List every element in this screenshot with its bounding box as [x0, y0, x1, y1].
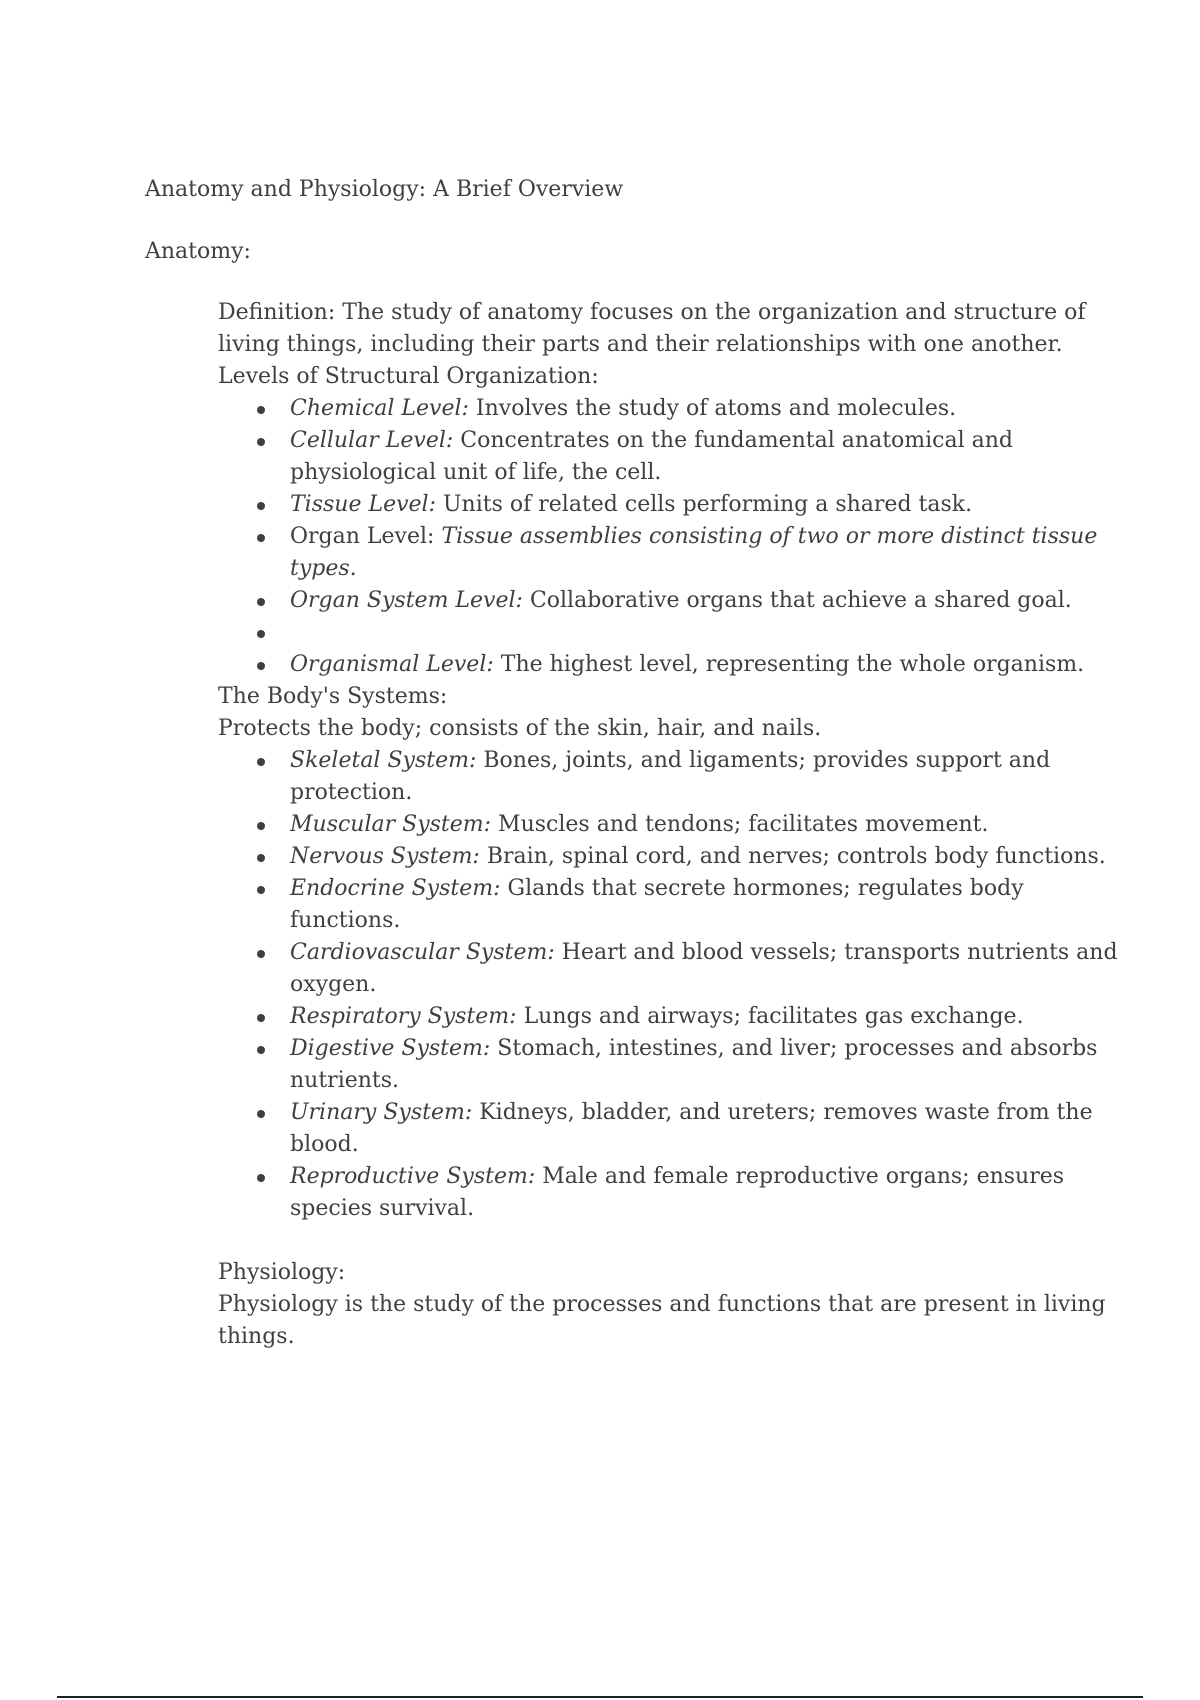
item-desc: Kidneys, bladder, and ureters; removes waste from the blood. — [290, 1100, 1093, 1157]
document-title: Anatomy and Physiology: A Brief Overview — [145, 177, 624, 202]
item-term: Respiratory System: — [290, 1004, 517, 1029]
item-desc: Involves the study of atoms and molecules. — [468, 396, 957, 421]
item-term: Cardiovascular System: — [290, 940, 555, 965]
bullet-icon — [257, 534, 265, 542]
item-desc: Glands that secrete hormones; regulates body functions. — [290, 876, 1024, 933]
item-desc: Bones, joints, and ligaments; provides support and protection. — [290, 748, 1051, 805]
item-term: Endocrine System: — [290, 876, 501, 901]
systems-intro: Protects the body; consists of the skin, hair, and nails. — [218, 716, 822, 741]
bullet-icon — [257, 758, 265, 766]
item-term: Organ System Level: — [290, 588, 523, 613]
bullet-icon — [257, 822, 265, 830]
list-item-tissue-level — [290, 489, 1118, 521]
item-term: Chemical Level: — [290, 396, 469, 421]
bullet-icon — [257, 950, 265, 958]
bullet-icon — [257, 502, 265, 510]
bullet-icon — [257, 438, 265, 446]
item-term: Tissue Level: — [290, 492, 436, 517]
paragraph-spacer — [218, 1225, 1118, 1257]
list-item-digestive-system — [290, 1033, 1118, 1097]
physiology-text: Physiology is the study of the processes and functions that are present in living things. — [218, 1292, 1106, 1349]
page-bottom-divider — [57, 1696, 1143, 1698]
bullet-icon — [257, 1046, 265, 1054]
item-term: Cellular Level: — [290, 428, 454, 453]
bullet-icon — [257, 630, 265, 638]
anatomy-heading: Anatomy: — [145, 239, 251, 264]
list-item-cardiovascular-system — [290, 937, 1118, 1001]
bullet-icon — [257, 598, 265, 606]
item-term: Reproductive System: — [290, 1164, 536, 1189]
bullet-icon — [257, 854, 265, 862]
item-desc: Heart and blood vessels; transports nutrients and oxygen. — [290, 940, 1118, 997]
item-desc: Stomach, intestines, and liver; processes and absorbs nutrients. — [290, 1036, 1098, 1093]
anatomy-definition: Definition: The study of anatomy focuses on the organization and structure of living things, including their parts and their relationships with one another. — [218, 300, 1086, 357]
item-term: Digestive System: — [290, 1036, 491, 1061]
item-term: Muscular System: — [290, 812, 492, 837]
item-desc: Units of related cells performing a shared task. — [436, 492, 973, 517]
list-item-empty — [290, 617, 1118, 649]
item-term: Urinary System: — [290, 1100, 473, 1125]
item-term: Organismal Level: — [290, 652, 494, 677]
systems-list — [218, 745, 1118, 1225]
item-desc: Brain, spinal cord, and nerves; controls body functions. — [479, 844, 1106, 869]
list-item-urinary-system — [290, 1097, 1118, 1161]
document-body — [218, 297, 1118, 1353]
levels-heading: Levels of Structural Organization: — [218, 364, 599, 389]
list-item-muscular-system — [290, 809, 1118, 841]
bullet-icon — [257, 1174, 265, 1182]
physiology-heading: Physiology: — [218, 1260, 346, 1285]
item-desc: Collaborative organs that achieve a shared goal. — [522, 588, 1072, 613]
item-term: Organ Level: — [290, 524, 442, 549]
list-item-endocrine-system — [290, 873, 1118, 937]
list-item-skeletal-system — [290, 745, 1118, 809]
item-desc: Muscles and tendons; facilitates movement. — [491, 812, 989, 837]
list-item-cellular-level — [290, 425, 1118, 489]
list-item-organismal-level — [290, 649, 1118, 681]
list-item-organ-system-level — [290, 585, 1118, 617]
item-desc: Lungs and airways; facilitates gas exchange. — [516, 1004, 1024, 1029]
item-term: Nervous System: — [290, 844, 480, 869]
bullet-icon — [257, 1014, 265, 1022]
list-item-organ-level — [290, 521, 1118, 585]
systems-heading: The Body's Systems: — [218, 684, 448, 709]
list-item-reproductive-system — [290, 1161, 1118, 1225]
list-item-respiratory-system — [290, 1001, 1118, 1033]
bullet-icon — [257, 886, 265, 894]
item-desc: The highest level, representing the whole organism. — [493, 652, 1085, 677]
item-desc: Tissue assemblies consisting of two or more distinct tissue types. — [290, 524, 1098, 581]
bullet-icon — [257, 662, 265, 670]
bullet-icon — [257, 1110, 265, 1118]
item-desc: Concentrates on the fundamental anatomical and physiological unit of life, the cell. — [290, 428, 1014, 485]
item-term: Skeletal System: — [290, 748, 477, 773]
levels-list — [218, 393, 1118, 681]
item-desc: Male and female reproductive organs; ensures species survival. — [290, 1164, 1065, 1221]
bullet-icon — [257, 406, 265, 414]
list-item-nervous-system — [290, 841, 1118, 873]
list-item-chemical-level — [290, 393, 1118, 425]
